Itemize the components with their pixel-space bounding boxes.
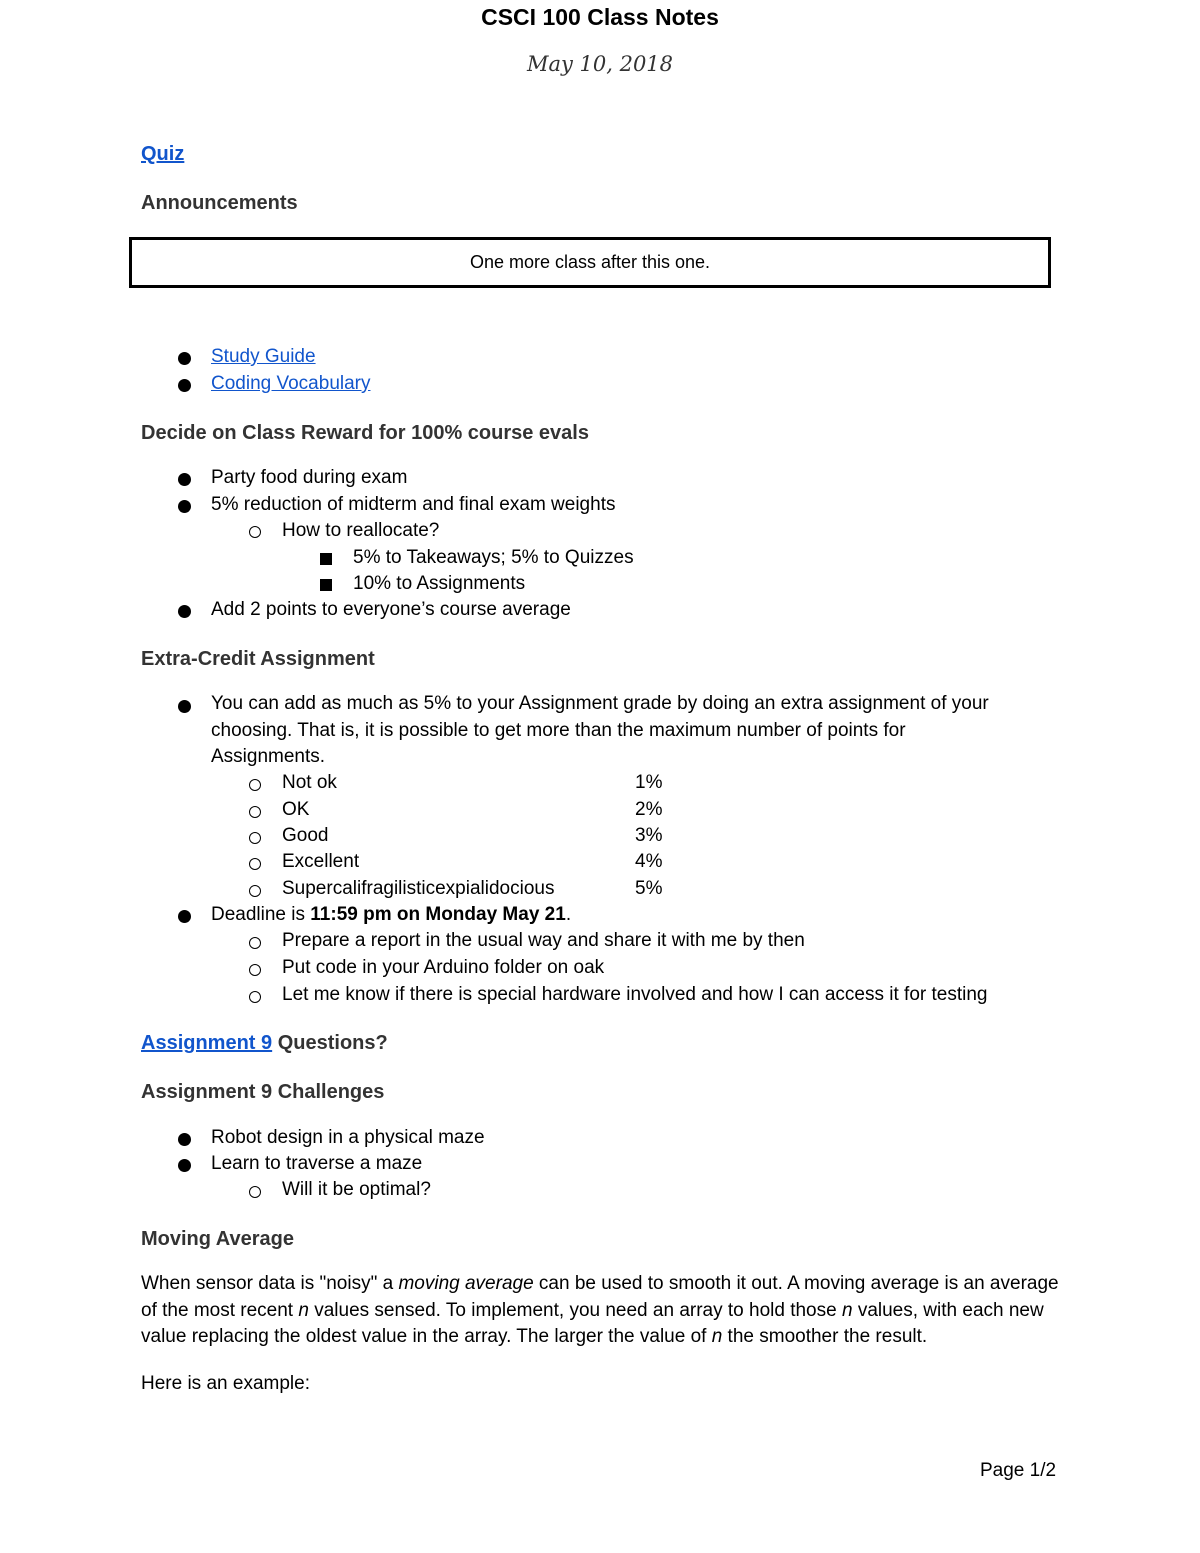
bullet-circle-icon <box>249 526 261 538</box>
extra-credit-heading: Extra-Credit Assignment <box>141 648 375 670</box>
extra-credit-description: You can add as much as 5% to your Assignment grade by doing an extra assignment of your choosing. That is, it is possible to get more than the maximum number of points for Assignments. <box>211 693 989 767</box>
bullet-square-icon <box>320 579 332 591</box>
grade-value: 3% <box>635 825 663 846</box>
moving-average-heading: Moving Average <box>141 1228 294 1250</box>
grade-value: 2% <box>635 799 663 820</box>
announcement-box <box>129 237 1051 288</box>
bullet-dot-icon <box>178 910 191 923</box>
reallocate-option: 10% to Assignments <box>353 573 526 594</box>
announcement-text: One more class after this one. <box>469 252 711 272</box>
deadline-step: Let me know if there is special hardware involved and how I can access it for testing <box>282 984 988 1005</box>
reward-item-weight-reduction: 5% reduction of midterm and final exam weights <box>211 494 616 515</box>
deadline-step: Prepare a report in the usual way and share it with me by then <box>282 930 805 951</box>
reward-item-add-points: Add 2 points to everyone’s course average <box>211 599 571 620</box>
assignment9-challenges-heading: Assignment 9 Challenges <box>141 1081 385 1103</box>
bullet-circle-icon <box>249 1186 261 1198</box>
document-title: CSCI 100 Class Notes <box>481 4 719 30</box>
grade-value: 5% <box>635 878 663 899</box>
bullet-circle-icon <box>249 806 261 818</box>
bullet-square-icon <box>320 553 332 565</box>
bullet-circle-icon <box>249 964 261 976</box>
bullet-circle-icon <box>249 832 261 844</box>
text-segment: can be used to smooth it out. A moving average is an average of the most recent <box>141 1273 1059 1321</box>
reallocate-option: 5% to Takeaways; 5% to Quizzes <box>353 547 634 568</box>
grade-label: Good <box>282 825 329 846</box>
text-segment: When sensor data is "noisy" a <box>141 1273 399 1294</box>
challenge-item: Robot design in a physical maze <box>211 1127 485 1148</box>
bullet-dot-icon <box>178 605 191 618</box>
announcements-heading: Announcements <box>141 192 298 214</box>
bullet-dot-icon <box>178 1133 191 1146</box>
bullet-circle-icon <box>249 937 261 949</box>
bullet-dot-icon <box>178 379 191 392</box>
bullet-dot-icon <box>178 500 191 513</box>
deadline-date: 11:59 pm on Monday May 21 <box>310 904 566 925</box>
grade-label: Supercalifragilisticexpialidocious <box>282 878 555 899</box>
reward-item-party-food: Party food during exam <box>211 467 408 488</box>
assignment9-questions-suffix: Questions? <box>272 1032 388 1054</box>
reward-heading: Decide on Class Reward for 100% course evals <box>141 422 589 444</box>
text-segment: values, with each new value replacing the oldest value in the array. The larger the value of <box>141 1299 1044 1347</box>
moving-average-paragraph <box>141 1271 1061 1351</box>
emphasis-n: n <box>711 1326 723 1347</box>
grade-label: Not ok <box>282 772 337 793</box>
emphasis-n: n <box>298 1299 309 1321</box>
emphasis-n: n <box>841 1299 853 1321</box>
grade-label: OK <box>282 799 310 820</box>
emphasis-moving-average: moving average <box>398 1273 534 1294</box>
challenge-item: Learn to traverse a maze <box>211 1153 423 1174</box>
document-date: May 10, 2018 <box>526 52 674 76</box>
bullet-dot-icon <box>178 352 191 365</box>
bullet-circle-icon <box>249 885 261 897</box>
deadline-step: Put code in your Arduino folder on oak <box>282 957 605 978</box>
bullet-dot-icon <box>178 1159 191 1172</box>
example-intro: Here is an example: <box>141 1373 310 1394</box>
grade-label: Excellent <box>282 851 360 872</box>
deadline-line <box>211 904 571 926</box>
page-number: Page 1/2 <box>980 1460 1057 1481</box>
coding-vocabulary-link[interactable]: Coding Vocabulary <box>211 373 371 394</box>
deadline-suffix: . <box>565 904 572 925</box>
assignment9-link[interactable]: Assignment 9 <box>141 1032 273 1054</box>
bullet-circle-icon <box>249 779 261 791</box>
text-segment: the smoother the result. <box>722 1326 928 1347</box>
text-segment: values sensed. To implement, you need an array to hold those <box>308 1299 842 1321</box>
bullet-dot-icon <box>178 700 191 713</box>
grade-value: 1% <box>635 772 663 793</box>
bullet-circle-icon <box>249 991 261 1003</box>
reward-reallocate-question: How to reallocate? <box>282 520 440 541</box>
grade-value: 4% <box>635 851 663 872</box>
challenge-subitem: Will it be optimal? <box>282 1179 431 1200</box>
bullet-dot-icon <box>178 473 191 486</box>
quiz-link[interactable]: Quiz <box>141 143 185 165</box>
study-guide-link[interactable]: Study Guide <box>211 346 316 367</box>
deadline-prefix: Deadline is <box>211 904 311 925</box>
assignment9-questions-heading <box>141 1032 388 1055</box>
bullet-circle-icon <box>249 858 261 870</box>
